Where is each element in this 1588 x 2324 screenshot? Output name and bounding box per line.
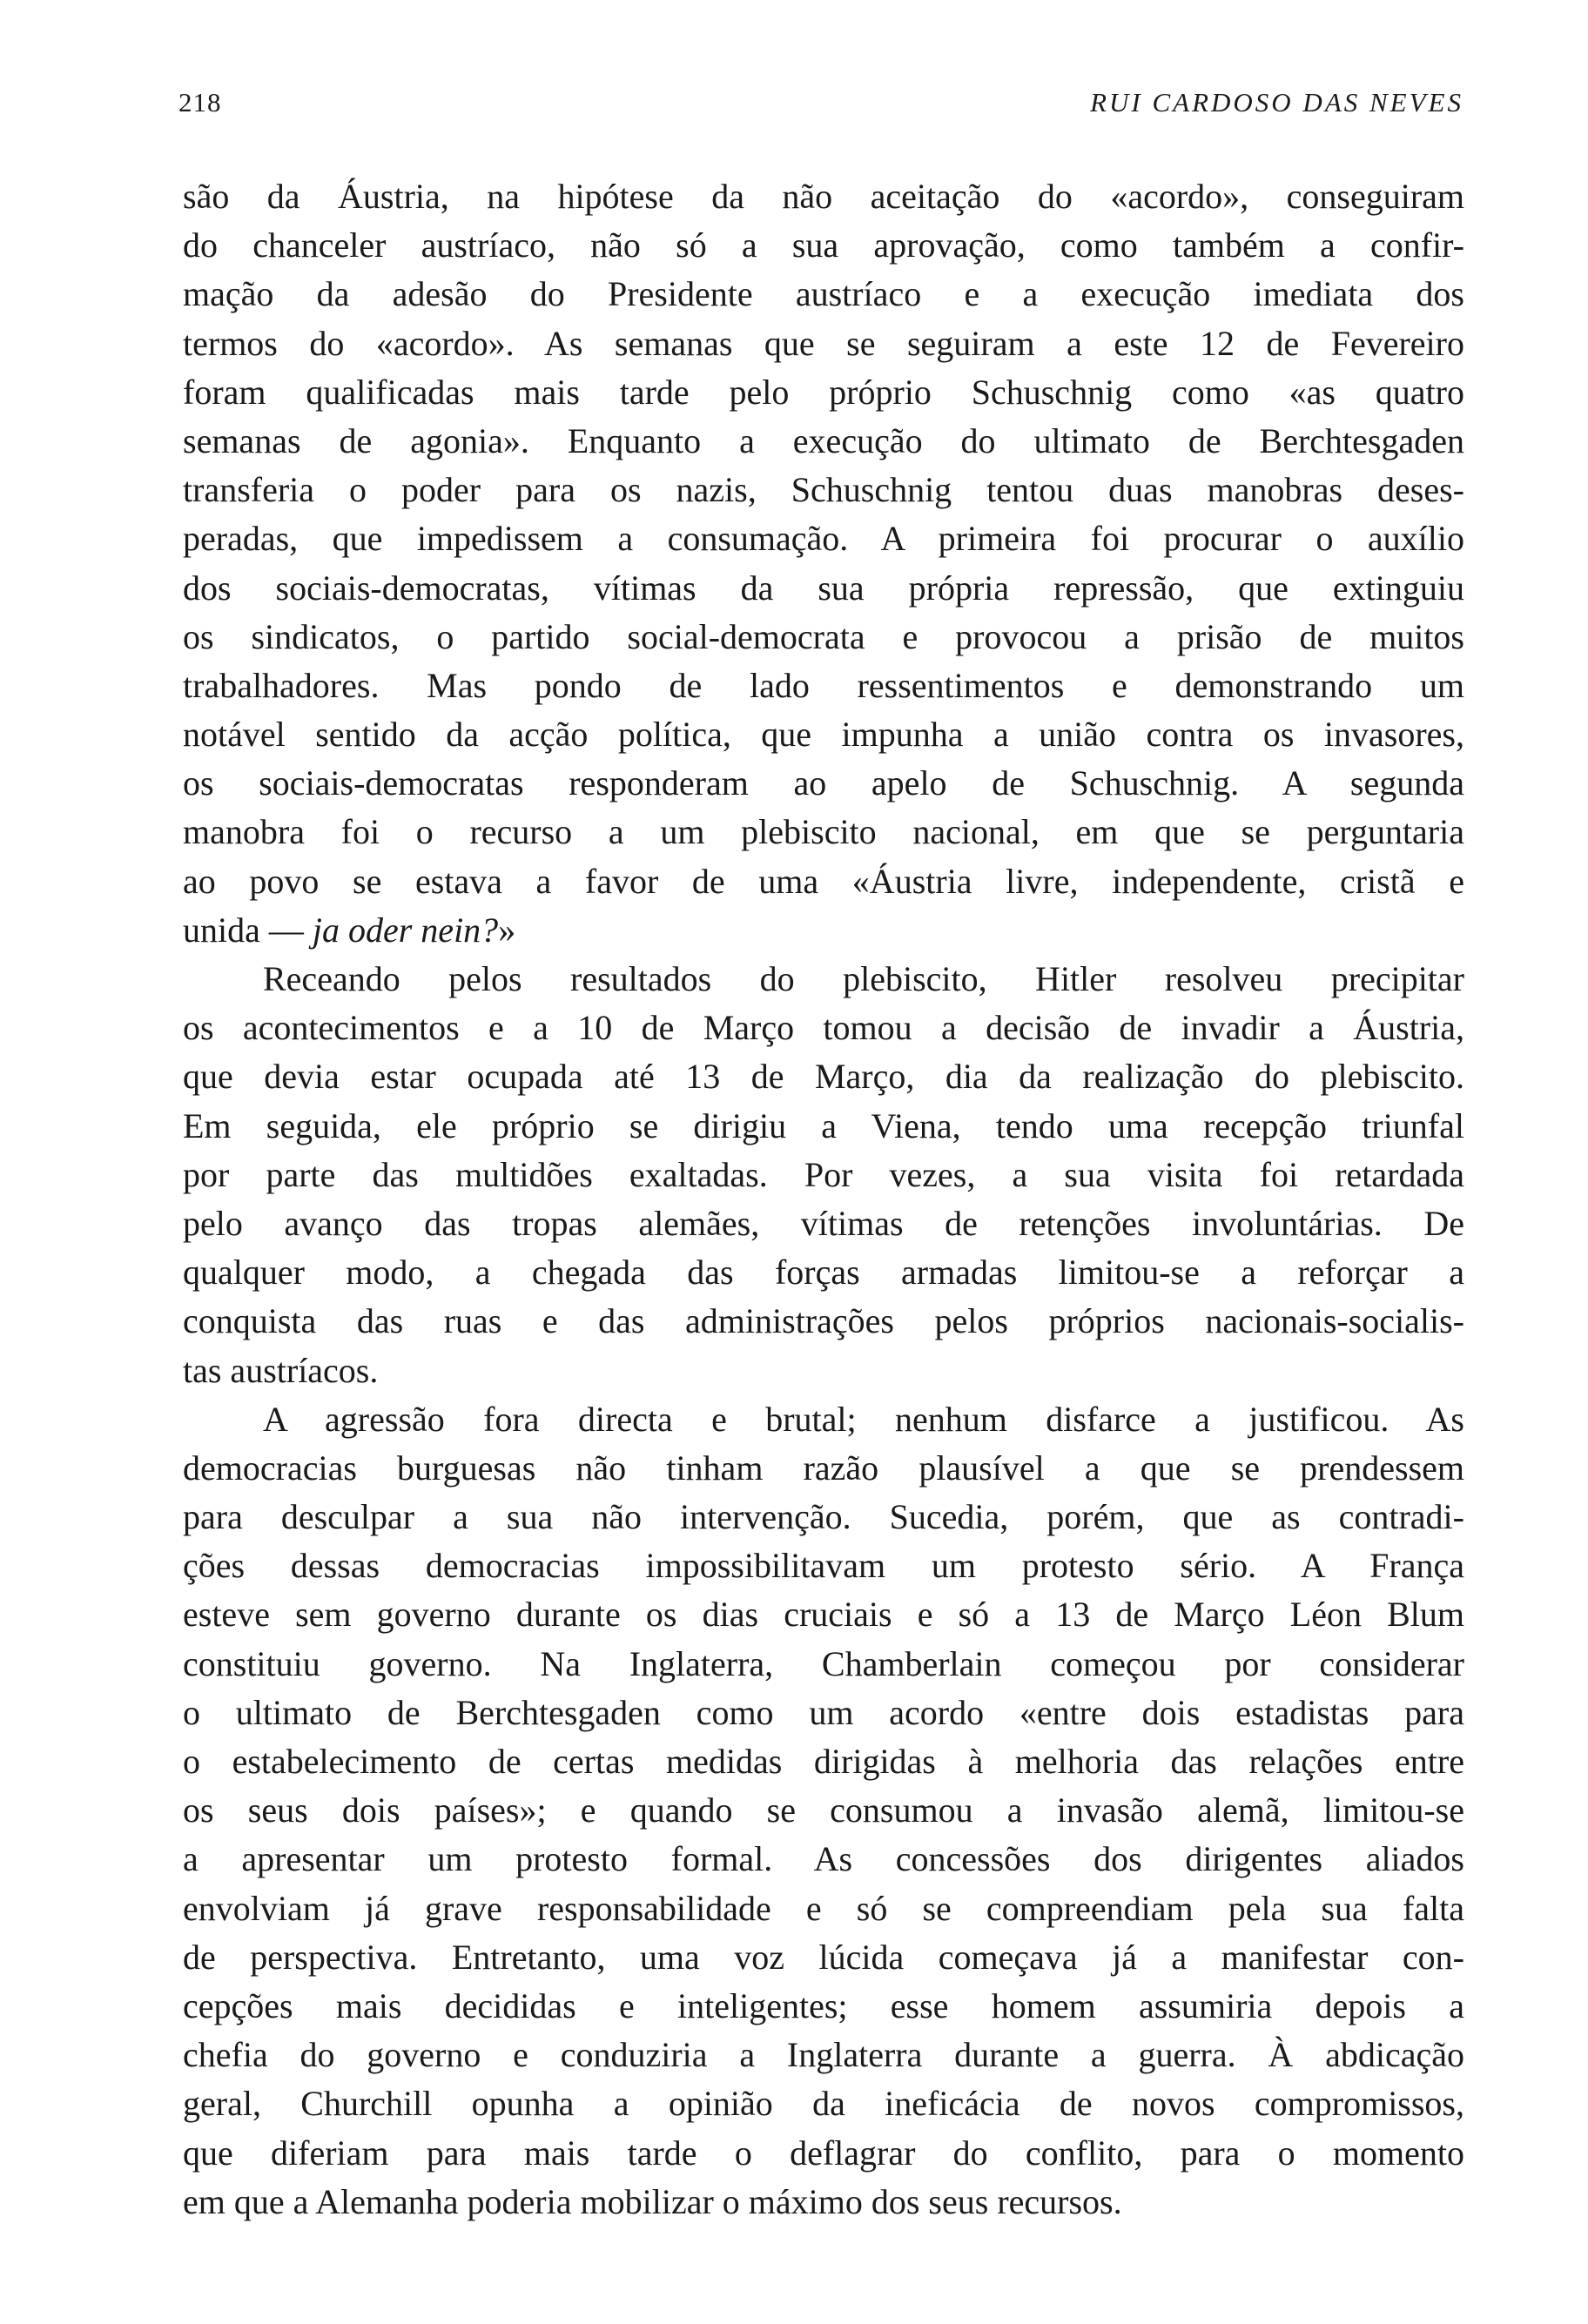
text-line: os seus dois países»; e quando se consumou a invasão alemã, limitou-se <box>183 1790 1464 1830</box>
text-line: que devia estar ocupada até 13 de Março, dia da realização do plebiscito. <box>183 1057 1464 1097</box>
text-line: geral, Churchill opunha a opinião da ineficácia de novos compromissos, <box>183 2084 1464 2124</box>
text-line: são da Áustria, na hipótese da não aceitação do «acordo», conseguiram <box>183 177 1464 216</box>
text-line: pelo avanço das tropas alemães, vítimas de retenções involuntárias. De <box>183 1203 1464 1243</box>
text-line: os sindicatos, o partido social-democrata e provocou a prisão de muitos <box>183 616 1464 656</box>
text-line: termos do «acordo». As semanas que se seguiram a este 12 de Fevereiro <box>183 323 1464 363</box>
text-line-last <box>183 906 1464 955</box>
text-line: ao povo se estava a favor de uma «Áustria livre, independente, cristã e <box>183 861 1464 901</box>
paragraph-2 <box>183 955 1464 1395</box>
text-line: de perspectiva. Entretanto, uma voz lúcida começava já a manifestar con- <box>183 1937 1464 1977</box>
running-head: RUI CARDOSO DAS NEVES <box>1090 87 1464 118</box>
text-line: ções dessas democracias impossibilitavam um protesto sério. A França <box>183 1546 1464 1586</box>
text-line: os acontecimentos e a 10 de Março tomou a decisão de invadir a Áustria, <box>183 1008 1464 1048</box>
text-line: chefia do governo e conduziria a Inglaterra durante a guerra. À abdicação <box>183 2035 1464 2075</box>
text-line: manobra foi o recurso a um plebiscito nacional, em que se perguntaria <box>183 812 1464 852</box>
text-line: transferia o poder para os nazis, Schuschnig tentou duas manobras deses- <box>183 470 1464 510</box>
text-line: peradas, que impedissem a consumação. A primeira foi procurar o auxílio <box>183 519 1464 559</box>
text-fragment: » <box>498 910 516 950</box>
italic-phrase: ja oder nein? <box>312 910 499 950</box>
text-line: Em seguida, ele próprio se dirigiu a Viena, tendo uma recepção triunfal <box>183 1105 1464 1145</box>
text-line: envolviam já grave responsabilidade e só se compreendiam pela sua falta <box>183 1888 1464 1928</box>
paragraph-3 <box>183 1395 1464 2227</box>
text-line: foram qualificadas mais tarde pelo próprio Schuschnig como «as quatro <box>183 372 1464 412</box>
text-line: os sociais-democratas responderam ao apelo de Schuschnig. A segunda <box>183 763 1464 803</box>
text-line: A agressão fora directa e brutal; nenhum disfarce a justificou. As <box>263 1399 1464 1439</box>
text-line: dos sociais-democratas, vítimas da sua própria repressão, que extinguiu <box>183 568 1464 608</box>
text-line: esteve sem governo durante os dias cruciais e só a 13 de Março Léon Blum <box>183 1595 1464 1635</box>
text-line: que diferiam para mais tarde o deflagrar do conflito, para o momento <box>183 2133 1464 2173</box>
text-line: cepções mais decididas e inteligentes; esse homem assumiria depois a <box>183 1985 1464 2025</box>
text-line: para desculpar a sua não intervenção. Sucedia, porém, que as contradi- <box>183 1497 1464 1537</box>
text-line: notável sentido da acção política, que impunha a união contra os invasores, <box>183 715 1464 755</box>
text-line: do chanceler austríaco, não só a sua aprovação, como também a confir- <box>183 225 1464 265</box>
text-fragment: unida — <box>183 910 313 950</box>
text-line: mação da adesão do Presidente austríaco e a execução imediata dos <box>183 274 1464 314</box>
text-line-last: em que a Alemanha poderia mobilizar o máximo dos seus recursos. <box>183 2181 1122 2221</box>
text-line: por parte das multidões exaltadas. Por vezes, a sua visita foi retardada <box>183 1154 1464 1194</box>
text-line: conquista das ruas e das administrações pelos próprios nacionais-socialis- <box>183 1301 1464 1341</box>
text-line: qualquer modo, a chegada das forças armadas limitou-se a reforçar a <box>183 1253 1464 1293</box>
page-header <box>178 87 1464 131</box>
body-text <box>183 172 1464 2227</box>
text-line: constituiu governo. Na Inglaterra, Chamberlain começou por considerar <box>183 1643 1464 1683</box>
text-line: semanas de agonia». Enquanto a execução do ultimato de Berchtesgaden <box>183 420 1464 460</box>
text-line: democracias burguesas não tinham razão plausível a que se prendessem <box>183 1447 1464 1488</box>
text-line-last: tas austríacos. <box>183 1350 379 1390</box>
paragraph-1 <box>183 172 1464 955</box>
text-line: a apresentar um protesto formal. As concessões dos dirigentes aliados <box>183 1839 1464 1879</box>
page-number: 218 <box>178 87 222 118</box>
text-line: o ultimato de Berchtesgaden como um acordo «entre dois estadistas para <box>183 1692 1464 1732</box>
text-line: o estabelecimento de certas medidas dirigidas à melhoria das relações entre <box>183 1742 1464 1781</box>
text-line: trabalhadores. Mas pondo de lado ressentimentos e demonstrando um <box>183 665 1464 705</box>
text-line: Receando pelos resultados do plebiscito, Hitler resolveu precipitar <box>263 959 1464 998</box>
